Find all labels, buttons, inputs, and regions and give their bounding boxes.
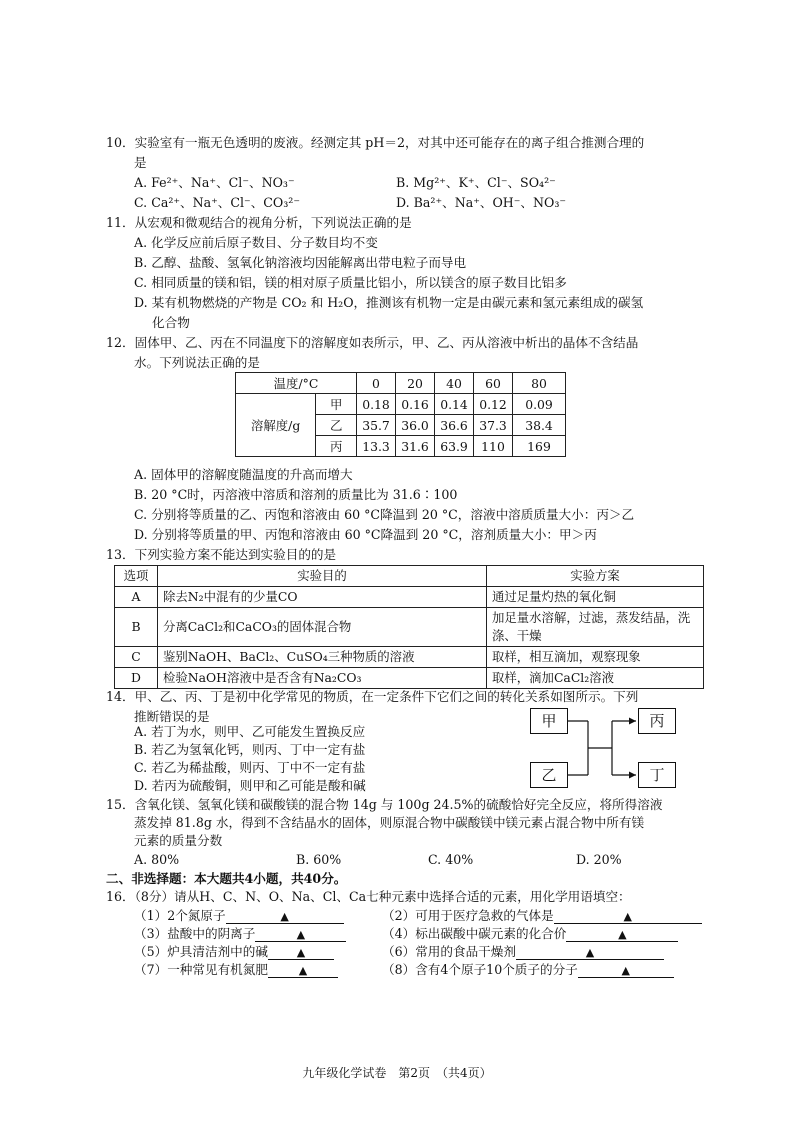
purpose-cell: 鉴别NaOH、BaCl₂、CuSO₄三种物质的溶液 [158,647,487,668]
substance-name: 丙 [316,436,357,457]
substance-name: 乙 [316,415,357,436]
header-cell: 实验目的 [158,566,487,587]
solubility-value: 0.16 [396,394,435,415]
answer-blank[interactable] [268,944,334,960]
header-cell: 选项 [115,566,158,587]
experiment-table [114,565,704,689]
q10-option-c: C. Ca²⁺、Na⁺、Cl⁻、CO₃²⁻ [134,195,301,210]
q16-item-label: （3）盐酸中的阴离子 [134,926,256,941]
temp-cell: 60 [474,373,513,394]
q15-stem-line1: 15．含氧化镁、氢氧化镁和碳酸镁的混合物 14g 与 100g 24.5%的硫酸恰好完全反应，将所得溶液 [106,797,663,812]
q12-stem-line2: 水。下列说法正确的是 [134,355,260,370]
substance-name: 甲 [316,394,357,415]
q16-item-4 [382,924,678,943]
q12-option-d: D. 分别将等质量的甲、丙饱和溶液由 60 °C降温到 20 °C，溶剂质量大小：甲＞丙 [134,527,597,542]
q11-option-d-line2: 化合物 [152,315,190,330]
experiment-row [115,608,704,647]
solubility-table [235,372,566,457]
solubility-value: 37.3 [474,415,513,436]
node-yi: 乙 [530,762,568,788]
temp-cell: 40 [435,373,474,394]
solubility-value: 36.6 [435,415,474,436]
solubility-value: 169 [513,436,566,457]
answer-marker: ▲ [298,964,308,977]
q12-option-b: B. 20 °C时，丙溶液中溶质和溶剂的质量比为 31.6∶100 [134,487,458,502]
answer-marker: ▲ [585,946,595,959]
section-2-heading: 二、非选择题：本大题共4小题，共40分。 [106,871,347,886]
q16-item-label: （2）可用于医疗急救的气体是 [382,908,554,923]
solubility-row [236,394,566,415]
solubility-value: 0.09 [513,394,566,415]
plan-cell: 通过足量灼热的氧化铜 [487,587,704,608]
q15-option-a: A. 80% [134,852,180,867]
q16-item-label: （5）炉具清洁剂中的碱 [134,944,268,959]
answer-marker: ▲ [296,946,306,959]
answer-marker: ▲ [623,910,632,923]
temp-cell: 20 [396,373,435,394]
q15-option-d: D. 20% [576,852,622,867]
node-jia: 甲 [530,708,568,734]
option-cell: A [115,587,158,608]
answer-blank[interactable] [566,926,678,942]
solubility-label: 溶解度/g [236,394,316,457]
temp-cell: 0 [357,373,396,394]
solubility-value: 0.12 [474,394,513,415]
experiment-header-row [115,566,704,587]
answer-marker: ▲ [618,928,627,941]
q12-stem-line1: 12．固体甲、乙、丙在不同温度下的溶解度如表所示，甲、乙、丙从溶液中析出的晶体不含结晶 [106,335,639,350]
q15-stem-line2: 蒸发掉 81.8g 水，得到不含结晶水的固体，则原混合物中碳酸镁中镁元素占混合物中所有镁 [134,815,645,830]
q16-item-1 [134,906,344,925]
q14-option-b: B. 若乙为氢氧化钙，则丙、丁中一定有盐 [134,742,366,757]
purpose-cell: 分离CaCl₂和CaCO₃的固体混合物 [158,608,487,647]
option-cell: B [115,608,158,647]
q15-option-c: C. 40% [428,852,474,867]
arrow-head-to-ding [629,772,636,779]
answer-blank[interactable] [578,962,674,978]
temp-label: 温度/°C [236,373,357,394]
purpose-cell: 除去N₂中混有的少量CO [158,587,487,608]
q16-item-3 [134,924,346,943]
q12-option-a: A. 固体甲的溶解度随温度的升高而增大 [134,467,353,482]
purpose-cell: 检验NaOH溶液中是否含有Na₂CO₃ [158,668,487,689]
plan-cell: 取样，滴加CaCl₂溶液 [487,668,704,689]
q10-stem-line1: 10．实验室有一瓶无色透明的废液。经测定其 pH＝2，对其中还可能存在的离子组合推测合理的 [106,135,645,150]
q10-option-a: A. Fe²⁺、Na⁺、Cl⁻、NO₃⁻ [134,175,295,190]
q13-stem: 13．下列实验方案不能达到实验目的的是 [106,547,337,562]
q14-stem-line2: 推断错误的是 [134,709,210,724]
q14-option-a: A. 若丁为水，则甲、乙可能发生置换反应 [134,724,366,739]
q10-option-b: B. Mg²⁺、K⁺、Cl⁻、SO₄²⁻ [396,175,556,190]
option-cell: D [115,668,158,689]
q14-option-d: D. 若丙为硫酸铜，则甲和乙可能是酸和碱 [134,778,366,793]
answer-blank[interactable] [268,962,338,978]
q16-item-5 [134,942,334,961]
q11-option-d-line1: D. 某有机物燃烧的产物是 CO₂ 和 H₂O，推测该有机物一定是由碳元素和氢元素组成的碳氢 [134,295,644,310]
q11-option-c: C. 相同质量的镁和铝，镁的相对原子质量比铝小，所以镁含的原子数目比铝多 [134,275,567,290]
solubility-value: 36.0 [396,415,435,436]
q10-option-d: D. Ba²⁺、Na⁺、OH⁻、NO₃⁻ [396,195,567,210]
solubility-value: 38.4 [513,415,566,436]
experiment-row [115,587,704,608]
experiment-row [115,668,704,689]
q16-stem: 16．（8分）请从H、C、N、O、Na、Cl、Ca七种元素中选择合适的元素，用化学用语填空： [106,889,631,904]
solubility-value: 0.14 [435,394,474,415]
solubility-value: 0.18 [357,394,396,415]
answer-blank[interactable] [516,944,664,960]
solubility-value: 31.6 [396,436,435,457]
header-cell: 实验方案 [487,566,704,587]
solubility-header-row [236,373,566,394]
temp-cell: 80 [513,373,566,394]
option-cell: C [115,647,158,668]
diagram-arrows [530,708,710,788]
solubility-value: 35.7 [357,415,396,436]
answer-marker: ▲ [296,928,306,941]
q16-item-8 [382,960,674,979]
q15-stem-line3: 元素的质量分数 [134,833,223,848]
node-bing: 丙 [638,708,676,734]
answer-marker: ▲ [280,910,289,923]
experiment-row [115,647,704,668]
q10-stem-line2: 是 [134,155,147,170]
page-footer: 九年级化学试卷 第2页 （共4页） [302,1066,492,1080]
arrow-head-to-bing [629,718,636,725]
q12-option-c: C. 分别将等质量的乙、丙饱和溶液由 60 °C降温到 20 °C，溶液中溶质质量大小：丙＞乙 [134,507,635,522]
answer-marker: ▲ [621,964,631,977]
q16-item-label: （1）2个氮原子 [134,908,226,923]
q16-item-6 [382,942,664,961]
solubility-value: 110 [474,436,513,457]
q11-option-b: B. 乙醇、盐酸、氢氧化钠溶液均因能解离出带电粒子而导电 [134,255,467,270]
q14-option-c: C. 若乙为稀盐酸，则丙、丁中不一定有盐 [134,760,366,775]
q11-stem: 11．从宏观和微观结合的视角分析，下列说法正确的是 [106,215,412,230]
answer-blank[interactable] [226,908,344,924]
answer-blank[interactable] [554,908,702,924]
answer-blank[interactable] [255,926,346,942]
solubility-value: 63.9 [435,436,474,457]
node-ding: 丁 [638,762,676,788]
q16-item-label: （8）含有4个原子10个质子的分子 [382,962,578,977]
q16-item-label: （4）标出碳酸中碳元素的化合价 [382,926,567,941]
plan-cell: 取样，相互滴加，观察现象 [487,647,704,668]
solubility-value: 13.3 [357,436,396,457]
q11-option-a: A. 化学反应前后原子数目、分子数目均不变 [134,235,378,250]
q15-option-b: B. 60% [296,852,342,867]
plan-cell: 加足量水溶解，过滤，蒸发结晶，洗涤、干燥 [487,608,704,647]
conversion-diagram [530,708,710,788]
q16-item-label: （6）常用的食品干燥剂 [382,944,516,959]
q16-item-label: （7）一种常见有机氮肥 [134,962,268,977]
q16-item-2 [382,906,702,925]
q16-item-7 [134,960,338,979]
q14-stem-line1: 14．甲、乙、丙、丁是初中化学常见的物质，在一定条件下它们之间的转化关系如图所示。下列 [106,689,639,704]
